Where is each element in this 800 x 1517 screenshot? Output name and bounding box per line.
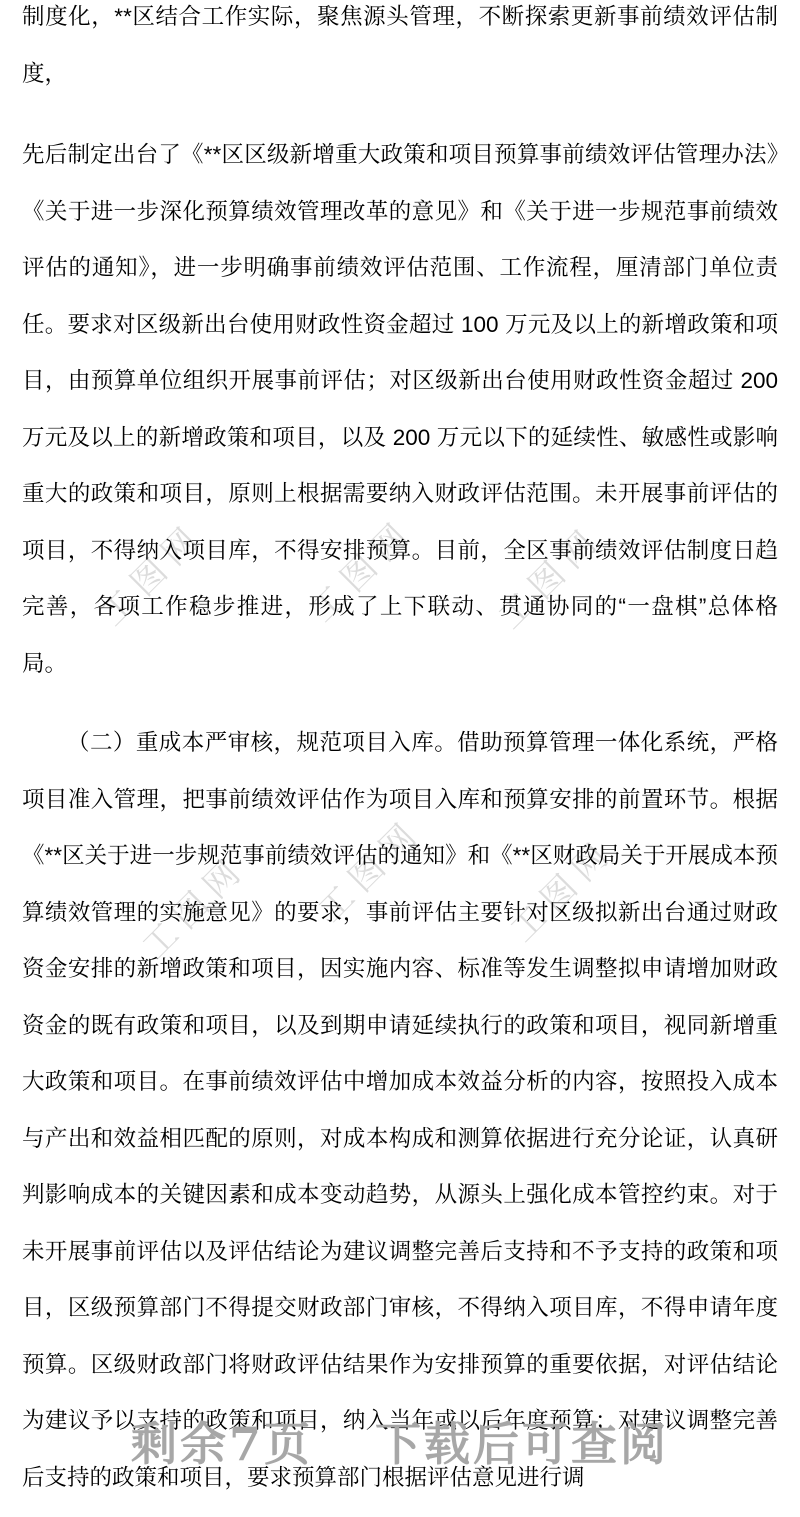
watermark-text: 工图网 — [503, 831, 622, 950]
remaining-pages-label: 剩余7页 — [130, 1417, 313, 1471]
watermark-text: 工图网 — [491, 518, 610, 637]
watermark-text: 工图网 — [303, 511, 422, 630]
remaining-pages-hint — [0, 1408, 800, 1474]
watermark-text: 工图网 — [311, 811, 430, 930]
watermark-text: 工图网 — [93, 515, 212, 634]
watermark-text: 工图网 — [135, 848, 254, 967]
body-paragraph: （二）重成本严审核，规范项目入库。借助预算管理一体化系统，严格项目准入管理，把事前绩效评估作为项目入库和预算安排的前置环节。根据《**区关于进一步规范事前绩效评估的通知》和《**区财政局关于开展成本预算绩效管理的实施意见》的要求，事前评估主要针对区级拟新出台通过财政资金安排的新增政策和项目，因实施内容、标准等发生调整拟申请增加财政资金的既有政策和项目，以及到期申请延续执行的政策和项目，视同新增重大政策和项目。在事前绩效评估中增加成本效益分析的内容，按照投入成本与产出和效益相匹配的原则，对成本构成和测算依据进行充分论证，认真研判影响成本的关键因素和成本变动趋势，从源头上强化成本管控约束。对于未开展事前评估以及评估结论为建议调整完善后支持和不予支持的政策和项目，区级预算部门不得提交财政部门审核，不得纳入项目库，不得申请年度预算。区级财政部门将财政评估结果作为安排预算的重要依据，对评估结论为建议予以支持的政策和项目，纳入当年或以后年度预算；对建议调整完善后支持的政策和项目，要求预算部门根据评估意见进行调 — [22, 730, 778, 1490]
body-paragraph: 先后制定出台了《**区区级新增重大政策和项目预算事前绩效评估管理办法》《关于进一步深化预算绩效管理改革的意见》和《关于进一步规范事前绩效评估的通知》，进一步明确事前绩效评估范围、工作流程，厘清部门单位责任。要求对区级新出台使用财政性资金超过 100 万元及以上的新增政策和项目，由预算单位组织开展事前评估；对区级新出台使用财政性资金超过 200 万元及以上的新增政策和项目，以及 200 万元以下的延续性、敏感性或影响重大的政策和项目，原则上根据需要纳入财政评估范围。未开展事前评估的项目，不得纳入项目库，不得安排预算。目前，全区事前绩效评估制度日趋完善，各项工作稳步推进，形成了上下联动、贯通协同的“一盘棋”总体格局。 — [22, 142, 778, 676]
body-paragraph: 制度化，**区结合工作实际，聚焦源头管理，不断探索更新事前绩效评估制度， — [22, 4, 778, 86]
download-hint-label: 下载后可查阅 — [375, 1417, 669, 1471]
